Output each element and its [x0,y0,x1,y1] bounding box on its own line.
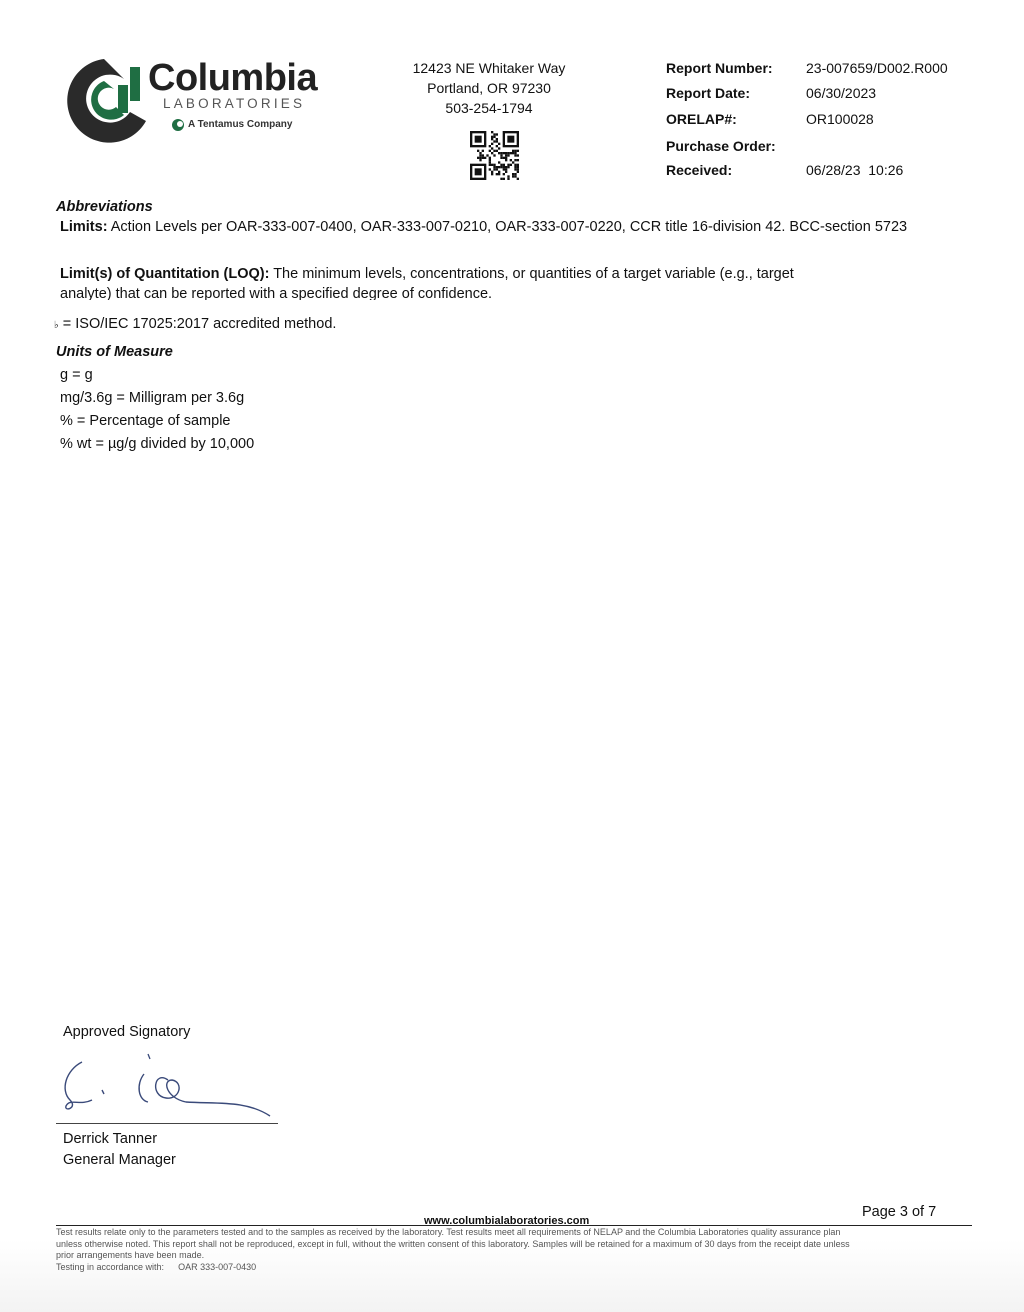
footer-divider [56,1225,972,1226]
signatory-title: General Manager [63,1152,176,1168]
disclaimer-line: prior arrangements have been made. [56,1250,205,1260]
purchase-order-label: Purchase Order: [666,138,776,154]
report-date-label: Report Date: [666,85,751,101]
signature-image [56,1050,286,1122]
logo-bar [118,85,128,113]
disclaimer-line [56,1262,966,1274]
logo-subtitle: LABORATORIES [163,96,306,111]
logo-tagline: A Tentamus Company [188,119,293,130]
website-link[interactable]: www.columbialaboratories.com [424,1215,590,1227]
address-street: 12423 NE Whitaker Way [412,60,566,76]
signatory-name: Derrick Tanner [63,1131,158,1147]
approved-signatory-label: Approved Signatory [63,1024,191,1040]
unit-item: % = Percentage of sample [60,413,231,429]
page-number: Page 3 of 7 [862,1204,937,1220]
limits-label: Limits: [60,219,108,235]
logo-wordmark: Columbia [148,57,318,99]
signature-line [56,1123,278,1124]
received-label: Received: [666,162,733,178]
testing-accordance-label: Testing in accordance with: [56,1261,165,1272]
disclaimer-line: unless otherwise noted. This report shall not be reproduced, except in full, without the written consent of this laboratory. Samples will be retained for a maximum of 30 days from the receipt date unless [56,1238,850,1249]
loq-text: The minimum levels, concentrations, or quantities of a target variable (e.g., target [269,266,794,282]
loq-label: Limit(s) of Quantitation (LOQ): [60,266,270,282]
limits-line [60,218,907,236]
testing-accordance-value: OAR 333-007-0430 [178,1261,257,1272]
iso-text: = ISO/IEC 17025:2017 accredited method. [58,316,337,332]
unit-item: % wt = µg/g divided by 10,000 [60,436,255,452]
unit-item: g = g [60,367,93,383]
orelap-label: ORELAP#: [666,111,737,127]
report-number-label: Report Number: [666,60,773,76]
received-value: 06/28/23 10:26 [806,162,904,178]
qr-code-icon [470,131,519,180]
address-city: Portland, OR 97230 [427,80,551,96]
logo-bar-2 [130,67,140,101]
address-phone: 503-254-1794 [445,100,533,116]
disclaimer-text [56,1227,966,1273]
units-title: Units of Measure [56,344,173,360]
report-number-value: 23-007659/D002.R000 [806,60,948,76]
limits-text: Action Levels per OAR-333-007-0400, OAR-333-007-0210, OAR-333-007-0220, CCR title 16-division 42. BCC-section 5723 [107,219,908,235]
unit-item: mg/3.6g = Milligram per 3.6g [60,390,245,406]
abbreviations-title: Abbreviations [56,199,153,215]
disclaimer-line: Test results relate only to the parameters tested and to the samples as received by the laboratory. Test results meet all requirements of NELAP and the Columbia Laboratories quality assurance plan [56,1227,841,1237]
report-date-value: 06/30/2023 [806,85,877,101]
iso-line [54,315,336,335]
accredited-symbol-icon: ♭ [54,320,59,331]
loq-line-2: analyte) that can be reported with a specified degree of confidence. [60,286,493,300]
orelap-value: OR100028 [806,111,874,127]
loq-line [60,265,794,283]
